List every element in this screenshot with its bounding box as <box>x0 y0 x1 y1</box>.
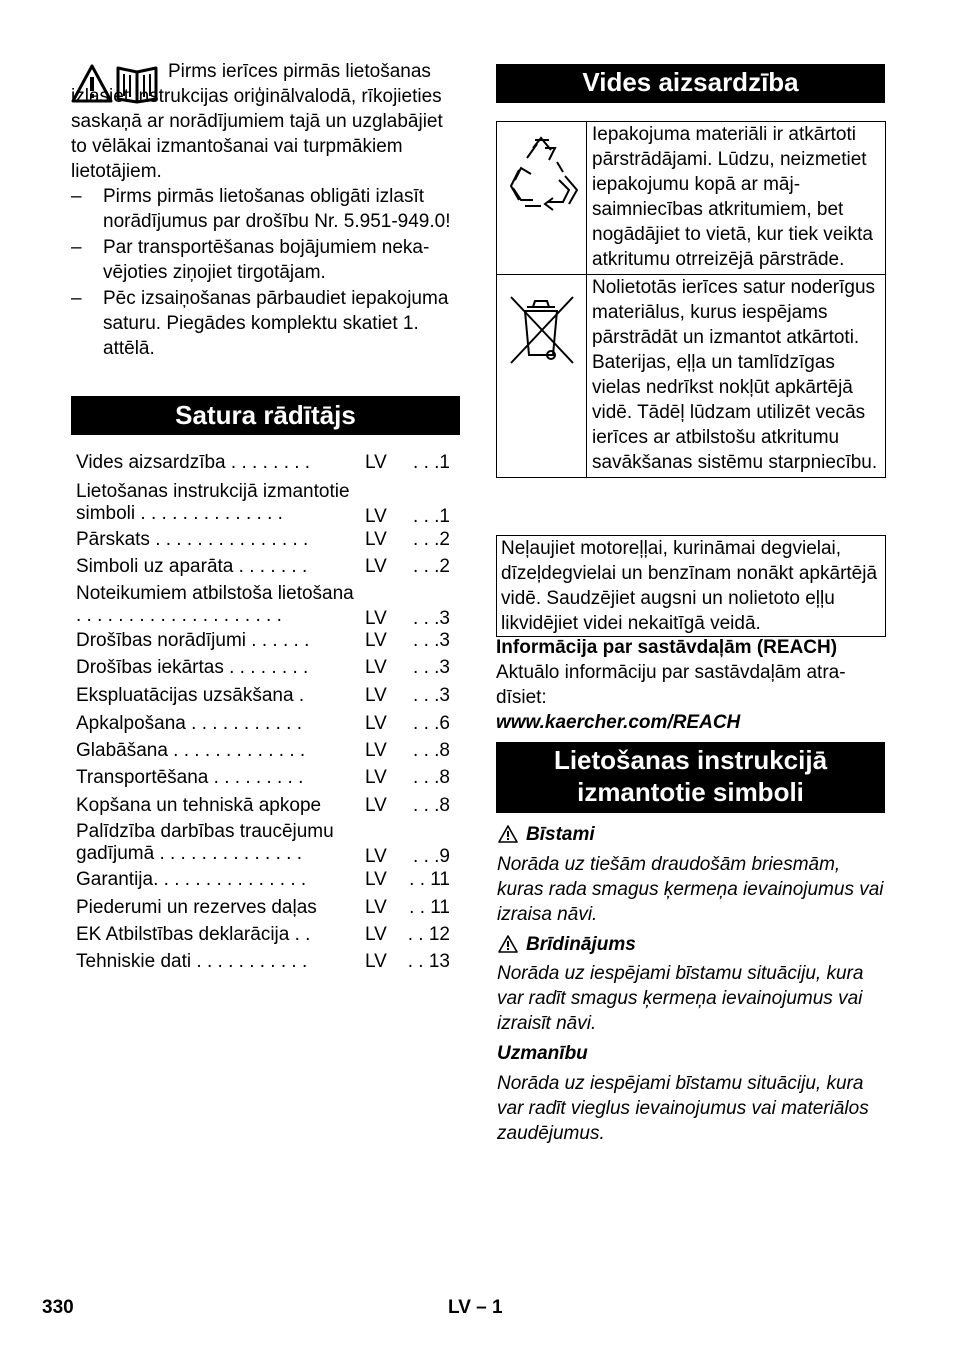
warning-heading: Brīdinājums <box>498 932 636 957</box>
toc-entry-page: . . .3 <box>413 685 450 706</box>
toc-entry[interactable] <box>71 896 460 920</box>
env-table <box>496 121 886 478</box>
toc-entry[interactable] <box>71 868 460 892</box>
toc-entry-page: . . 12 <box>407 924 450 945</box>
toc-entry-page: . . .8 <box>413 767 450 788</box>
toc-entry-lang: LV <box>365 452 387 473</box>
toc-entry[interactable] <box>71 950 460 974</box>
toc-heading: Satura rādītājs <box>71 396 460 435</box>
toc-entry[interactable] <box>71 629 460 653</box>
toc-entry[interactable] <box>71 528 460 552</box>
toc-entry-lang: LV <box>365 951 387 972</box>
list-item: – Pēc izsaiņošanas pārbaudiet iepakojuma saturu. Piegādes komplektu skatiet 1. attēlā. <box>71 288 449 359</box>
toc-entry-title: Noteikumiem atbilstoša lietošana . . . . . . . . . . . . . . . . . . . . <box>76 583 354 626</box>
toc-entry[interactable] <box>71 712 460 736</box>
toc-entry[interactable] <box>71 656 460 680</box>
toc-entry-title: Drošības iekārtas . . . . . . . . <box>76 657 309 678</box>
toc-entry-page: . . 13 <box>407 951 450 972</box>
toc-entry-lang: LV <box>365 869 387 890</box>
toc-entry-title: Lietošanas instrukcijā izmantotie simboli . . . . . . . . . . . . . . <box>76 481 350 524</box>
toc-entry-lang: LV <box>365 630 387 651</box>
toc-entry-page: . . .2 <box>413 556 450 577</box>
toc-entry-page: . . .9 <box>413 846 450 867</box>
recycling-icon <box>497 128 586 228</box>
toc-entry-page: . . .3 <box>413 657 450 678</box>
toc-entry[interactable] <box>71 766 460 790</box>
env-row-text: Iepakojuma materiāli ir atkārtoti pārstrādājami. Lūdzu, neizmetiet iepakojumu kopā ar mājsaimniecības atkritumiem, bet nogādājiet to vietā, kur tiek veikta atkritumu otrreizējā pārstrāde. <box>592 124 873 270</box>
toc-entry-lang: LV <box>365 767 387 788</box>
warning-text: Norāda uz iespējami bīstamu situāciju, kura var radīt smagus ķermeņa ievainojumus vai izraisīt nāvi. <box>497 963 864 1034</box>
toc-entry-title: Simboli uz aparāta . . . . . . . <box>76 556 308 577</box>
toc-entry[interactable] <box>71 684 460 708</box>
toc-entry-lang: LV <box>365 556 387 577</box>
toc-entry-lang: LV <box>365 924 387 945</box>
toc-entry-title: Pārskats . . . . . . . . . . . . . . . <box>76 529 309 550</box>
toc-entry[interactable] <box>71 481 460 529</box>
toc-entry-title: Palīdzība darbības traucējumu gadījumā . . . . . . . . . . . . . . <box>76 821 334 864</box>
toc-entry-page: . . 11 <box>409 869 450 890</box>
oil-note: Neļaujiet motoreļļai, kurināmai degvielai, dīzeļdegvielai un benzīnam nonākt apkārtējā vidē. Saudzējiet augsni un nolietoto eļļu likvidējiet videi nekaitīgā veidā. <box>496 535 886 637</box>
reach-text: Aktuālo informāciju par sastāvdaļām atradīsiet: <box>496 662 846 708</box>
toc-entry-lang: LV <box>365 657 387 678</box>
toc-entry[interactable] <box>71 923 460 947</box>
env-row-recycling <box>497 122 885 275</box>
intro-bullets <box>71 184 460 362</box>
toc-entry-title: Transportēšana . . . . . . . . . <box>76 767 304 788</box>
toc-entry-lang: LV <box>365 529 387 550</box>
toc-entry-page: . . .8 <box>413 795 450 816</box>
toc-entry-page: . . .1 <box>413 452 450 473</box>
env-heading: Vides aizsardzība <box>496 64 885 103</box>
toc-entry-page: . . .1 <box>413 506 450 527</box>
toc-entry-page: . . 11 <box>409 897 450 918</box>
toc-entry-lang: LV <box>365 740 387 761</box>
toc-entry-page: . . .8 <box>413 740 450 761</box>
env-row-text: Nolietotās ierīces satur noderīgus materiālus, kurus iespējams pārstrādāt un izmantot atkārtoti. Baterijas, eļļa un tamlīdzīgas vielas nedrīkst nokļūt apkārtējā vidē. Tādēļ lūdzam utilizēt vecās ierīces ar atbilstošu atkritumu savākšanas sistēmu starpniecību. <box>592 277 878 473</box>
toc-entry-lang: LV <box>365 685 387 706</box>
symbols-heading: Lietošanas instrukcijā izmantotie simboli <box>496 742 885 813</box>
toc-entry[interactable] <box>71 583 460 631</box>
warning-triangle-icon <box>498 825 518 843</box>
footer-section: LV – 1 <box>448 1297 503 1318</box>
toc-entry[interactable] <box>71 451 460 475</box>
toc-entry-title: Apkalpošana . . . . . . . . . . . <box>76 713 302 734</box>
toc-entry-title: Ekspluatācijas uzsākšana . <box>76 685 305 706</box>
env-row-disposal <box>497 275 885 477</box>
reach-url[interactable]: www.kaercher.com/REACH <box>496 712 741 733</box>
danger-text: Norāda uz tiešām draudošām briesmām, kuras rada smagus ķermeņa ievainojumus vai izraisa nāvi. <box>497 854 884 925</box>
toc-entry-title: Vides aizsardzība . . . . . . . . <box>76 452 311 473</box>
list-item: – Par transportēšanas bojājumiem nekavējoties ziņojiet tirgotājam. <box>71 237 430 283</box>
danger-heading: Bīstami <box>498 822 595 847</box>
toc-entry-page: . . .6 <box>413 713 450 734</box>
toc-entry-lang: LV <box>365 846 387 867</box>
toc-entry-page: . . .3 <box>413 630 450 651</box>
toc-entry-title: Tehniskie dati . . . . . . . . . . . <box>76 951 308 972</box>
reach-heading: Informācija par sastāvdaļām (REACH) <box>496 637 838 658</box>
toc-entry[interactable] <box>71 794 460 818</box>
toc-entry[interactable] <box>71 821 460 869</box>
toc-entry[interactable] <box>71 739 460 763</box>
toc-entry-title: Glabāšana . . . . . . . . . . . . . <box>76 740 306 761</box>
toc-entry-lang: LV <box>365 713 387 734</box>
intro-text: Pirms ierīces pirmās lietošanas izlasiet instrukcijas oriģinālvalodā, rīkojieties saskaņā ar norādījumiem tajā un uzglabājiet to vēlākai izmantošanai vai turpmākiem lietotājiem. <box>71 61 443 182</box>
toc-entry-title: EK Atbilstības deklarācija . . <box>76 924 311 945</box>
crossed-bin-icon <box>497 289 586 379</box>
toc-entry-lang: LV <box>365 897 387 918</box>
caution-text: Norāda uz iespējami bīstamu situāciju, kura var radīt vieglus ievainojumus vai materiālos zaudējumus. <box>497 1073 869 1144</box>
toc-entry-lang: LV <box>365 608 387 629</box>
toc-entry-page: . . .3 <box>413 608 450 629</box>
caution-heading: Uzmanību <box>497 1043 588 1064</box>
toc-entry-title: Drošības norādījumi . . . . . . <box>76 630 310 651</box>
toc-entry-page: . . .2 <box>413 529 450 550</box>
toc-entry-title: Piederumi un rezerves daļas <box>76 897 317 918</box>
toc-entry-lang: LV <box>365 795 387 816</box>
page-number: 330 <box>42 1297 74 1318</box>
toc-entry-title: Kopšana un tehniskā apkope <box>76 795 322 816</box>
list-item: – Pirms pirmās lietošanas obligāti izlasīt norādījumus par drošību Nr. 5.951-949.0! <box>71 186 451 232</box>
toc-entry[interactable] <box>71 555 460 579</box>
toc-entry-lang: LV <box>365 506 387 527</box>
toc-entry-title: Garantija. . . . . . . . . . . . . . . <box>76 869 307 890</box>
warning-triangle-icon <box>498 935 518 953</box>
